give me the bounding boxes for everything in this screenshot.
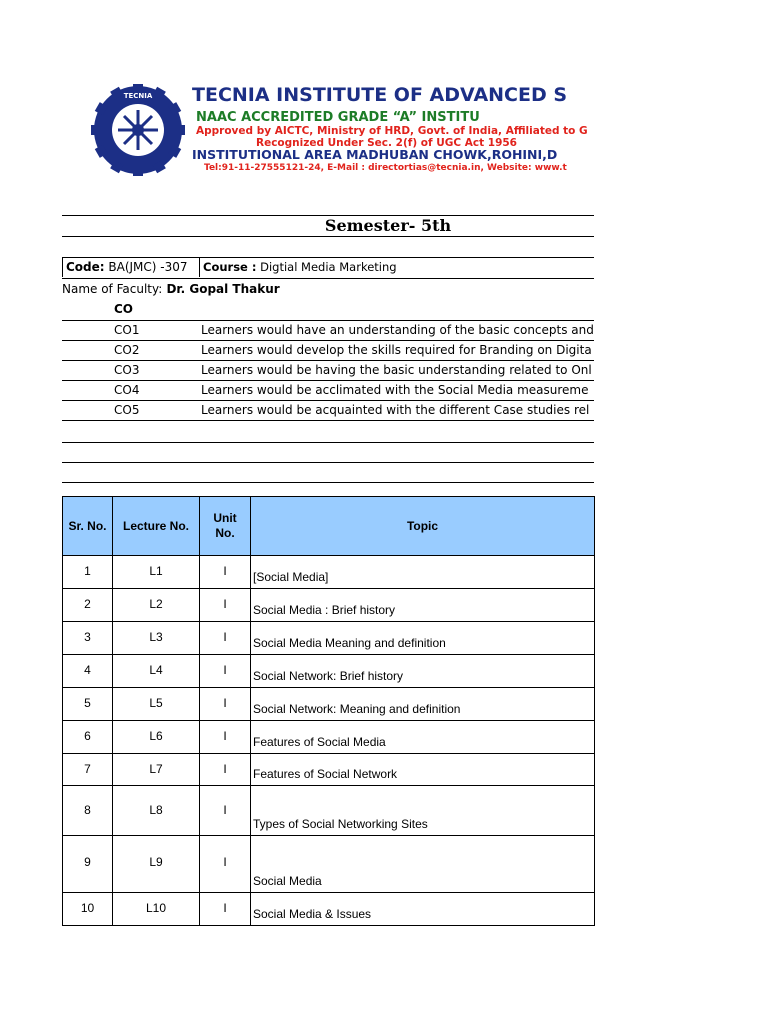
co-id: CO3 xyxy=(114,363,140,377)
logo-text: TECNIA xyxy=(123,92,153,100)
co-row xyxy=(62,360,594,380)
faculty-value: Dr. Gopal Thakur xyxy=(162,282,280,296)
col-header-topic: Topic xyxy=(251,497,595,556)
co-text: Learners would have an understanding of the basic concepts and xyxy=(201,323,594,337)
lecture-plan-table xyxy=(62,496,595,926)
divider xyxy=(62,236,594,237)
co-row xyxy=(62,340,594,360)
cell-topic: Types of Social Networking Sites xyxy=(251,786,595,836)
cell-unit: I xyxy=(200,721,251,754)
cell-sr: 4 xyxy=(63,655,113,688)
col-header-sr-no: Sr. No. xyxy=(63,497,113,556)
cell-sr: 7 xyxy=(63,754,113,786)
institute-header xyxy=(192,0,594,190)
cell-unit: I xyxy=(200,786,251,836)
co-text: Learners would be having the basic understanding related to Onl xyxy=(201,363,592,377)
course-value: Digtial Media Marketing xyxy=(256,260,397,274)
co-text: Learners would be acclimated with the Social Media measureme xyxy=(201,383,589,397)
semester-title: Semester- 5th xyxy=(324,216,452,235)
table-header-row xyxy=(63,497,595,556)
cell-topic: Social Media xyxy=(251,836,595,893)
col-header-unit-no xyxy=(200,497,251,556)
table-row xyxy=(63,622,595,655)
cell-unit: I xyxy=(200,655,251,688)
naac-accreditation: NAAC ACCREDITED GRADE “A” INSTITU xyxy=(196,110,480,125)
course-info xyxy=(62,257,594,421)
faculty-label: Name of Faculty: xyxy=(62,282,163,296)
table-row xyxy=(63,655,595,688)
ugc-recognition: Recognized Under Sec. 2(f) of UGC Act 1956 xyxy=(256,137,517,149)
co-text: Learners would develop the skills required for Branding on Digita xyxy=(201,343,592,357)
cell-topic: Social Media Meaning and definition xyxy=(251,622,595,655)
code-label: Code: xyxy=(66,260,105,274)
cell-topic: Social Media & Issues xyxy=(251,893,595,926)
cell-sr: 1 xyxy=(63,556,113,589)
cell-unit: I xyxy=(200,893,251,926)
cell-topic: [Social Media] xyxy=(251,556,595,589)
cell-lecture: L7 xyxy=(113,754,200,786)
cell-unit: I xyxy=(200,622,251,655)
cell-sr: 9 xyxy=(63,836,113,893)
divider xyxy=(62,442,594,443)
cell-unit: I xyxy=(200,589,251,622)
table-row xyxy=(63,589,595,622)
cell-unit: I xyxy=(200,688,251,721)
divider xyxy=(62,420,594,421)
course-code xyxy=(66,257,188,277)
cell-sr: 2 xyxy=(63,589,113,622)
divider xyxy=(62,482,594,483)
cell-lecture: L5 xyxy=(113,688,200,721)
cell-topic: Social Network: Brief history xyxy=(251,655,595,688)
co-id: CO2 xyxy=(114,343,140,357)
cell-topic: Features of Social Media xyxy=(251,721,595,754)
table-row xyxy=(63,556,595,589)
institute-name: TECNIA INSTITUTE OF ADVANCED S xyxy=(192,84,568,106)
cell-lecture: L6 xyxy=(113,721,200,754)
code-value: BA(JMC) -307 xyxy=(104,260,188,274)
cell-topic: Social Media : Brief history xyxy=(251,589,595,622)
divider xyxy=(62,462,594,463)
col-header-lecture-no: Lecture No. xyxy=(113,497,200,556)
co-id: CO1 xyxy=(114,323,140,337)
cell-lecture: L3 xyxy=(113,622,200,655)
co-row xyxy=(62,400,594,420)
contact-line: Tel:91-11-27555121-24, E-Mail : directortias@tecnia.in, Website: www.t xyxy=(204,163,567,173)
table-row xyxy=(63,786,595,836)
cell-topic: Features of Social Network xyxy=(251,754,595,786)
cell-sr: 10 xyxy=(63,893,113,926)
institute-logo xyxy=(84,84,192,176)
co-text: Learners would be acquainted with the different Case studies rel xyxy=(201,403,590,417)
unit-no-label: Unit No. xyxy=(213,511,237,540)
cell-lecture: L10 xyxy=(113,893,200,926)
course-code-row xyxy=(62,257,594,277)
co-row xyxy=(62,320,594,340)
table-row xyxy=(63,688,595,721)
cell-lecture: L9 xyxy=(113,836,200,893)
table-row xyxy=(63,754,595,786)
course-label: Course : xyxy=(203,260,257,274)
table-row xyxy=(63,836,595,893)
table-row xyxy=(63,893,595,926)
table-row xyxy=(63,721,595,754)
cell-lecture: L2 xyxy=(113,589,200,622)
cell-topic: Social Network: Meaning and definition xyxy=(251,688,595,721)
cell-unit: I xyxy=(200,754,251,786)
cell-unit: I xyxy=(200,836,251,893)
co-id: CO5 xyxy=(114,403,140,417)
cell-lecture: L4 xyxy=(113,655,200,688)
cell-sr: 6 xyxy=(63,721,113,754)
cell-lecture: L8 xyxy=(113,786,200,836)
co-header-row xyxy=(62,299,594,319)
cell-sr: 8 xyxy=(63,786,113,836)
approval-line: Approved by AICTC, Ministry of HRD, Govt. of India, Affiliated to G xyxy=(196,125,588,137)
institute-address: INSTITUTIONAL AREA MADHUBAN CHOWK,ROHINI,D xyxy=(192,147,558,162)
course-name xyxy=(203,257,397,277)
faculty-row xyxy=(62,279,594,299)
cell-sr: 3 xyxy=(63,622,113,655)
cell-unit: I xyxy=(200,556,251,589)
co-row xyxy=(62,380,594,400)
co-id: CO4 xyxy=(114,383,140,397)
cell-lecture: L1 xyxy=(113,556,200,589)
cell-sr: 5 xyxy=(63,688,113,721)
co-header: CO xyxy=(114,302,134,316)
